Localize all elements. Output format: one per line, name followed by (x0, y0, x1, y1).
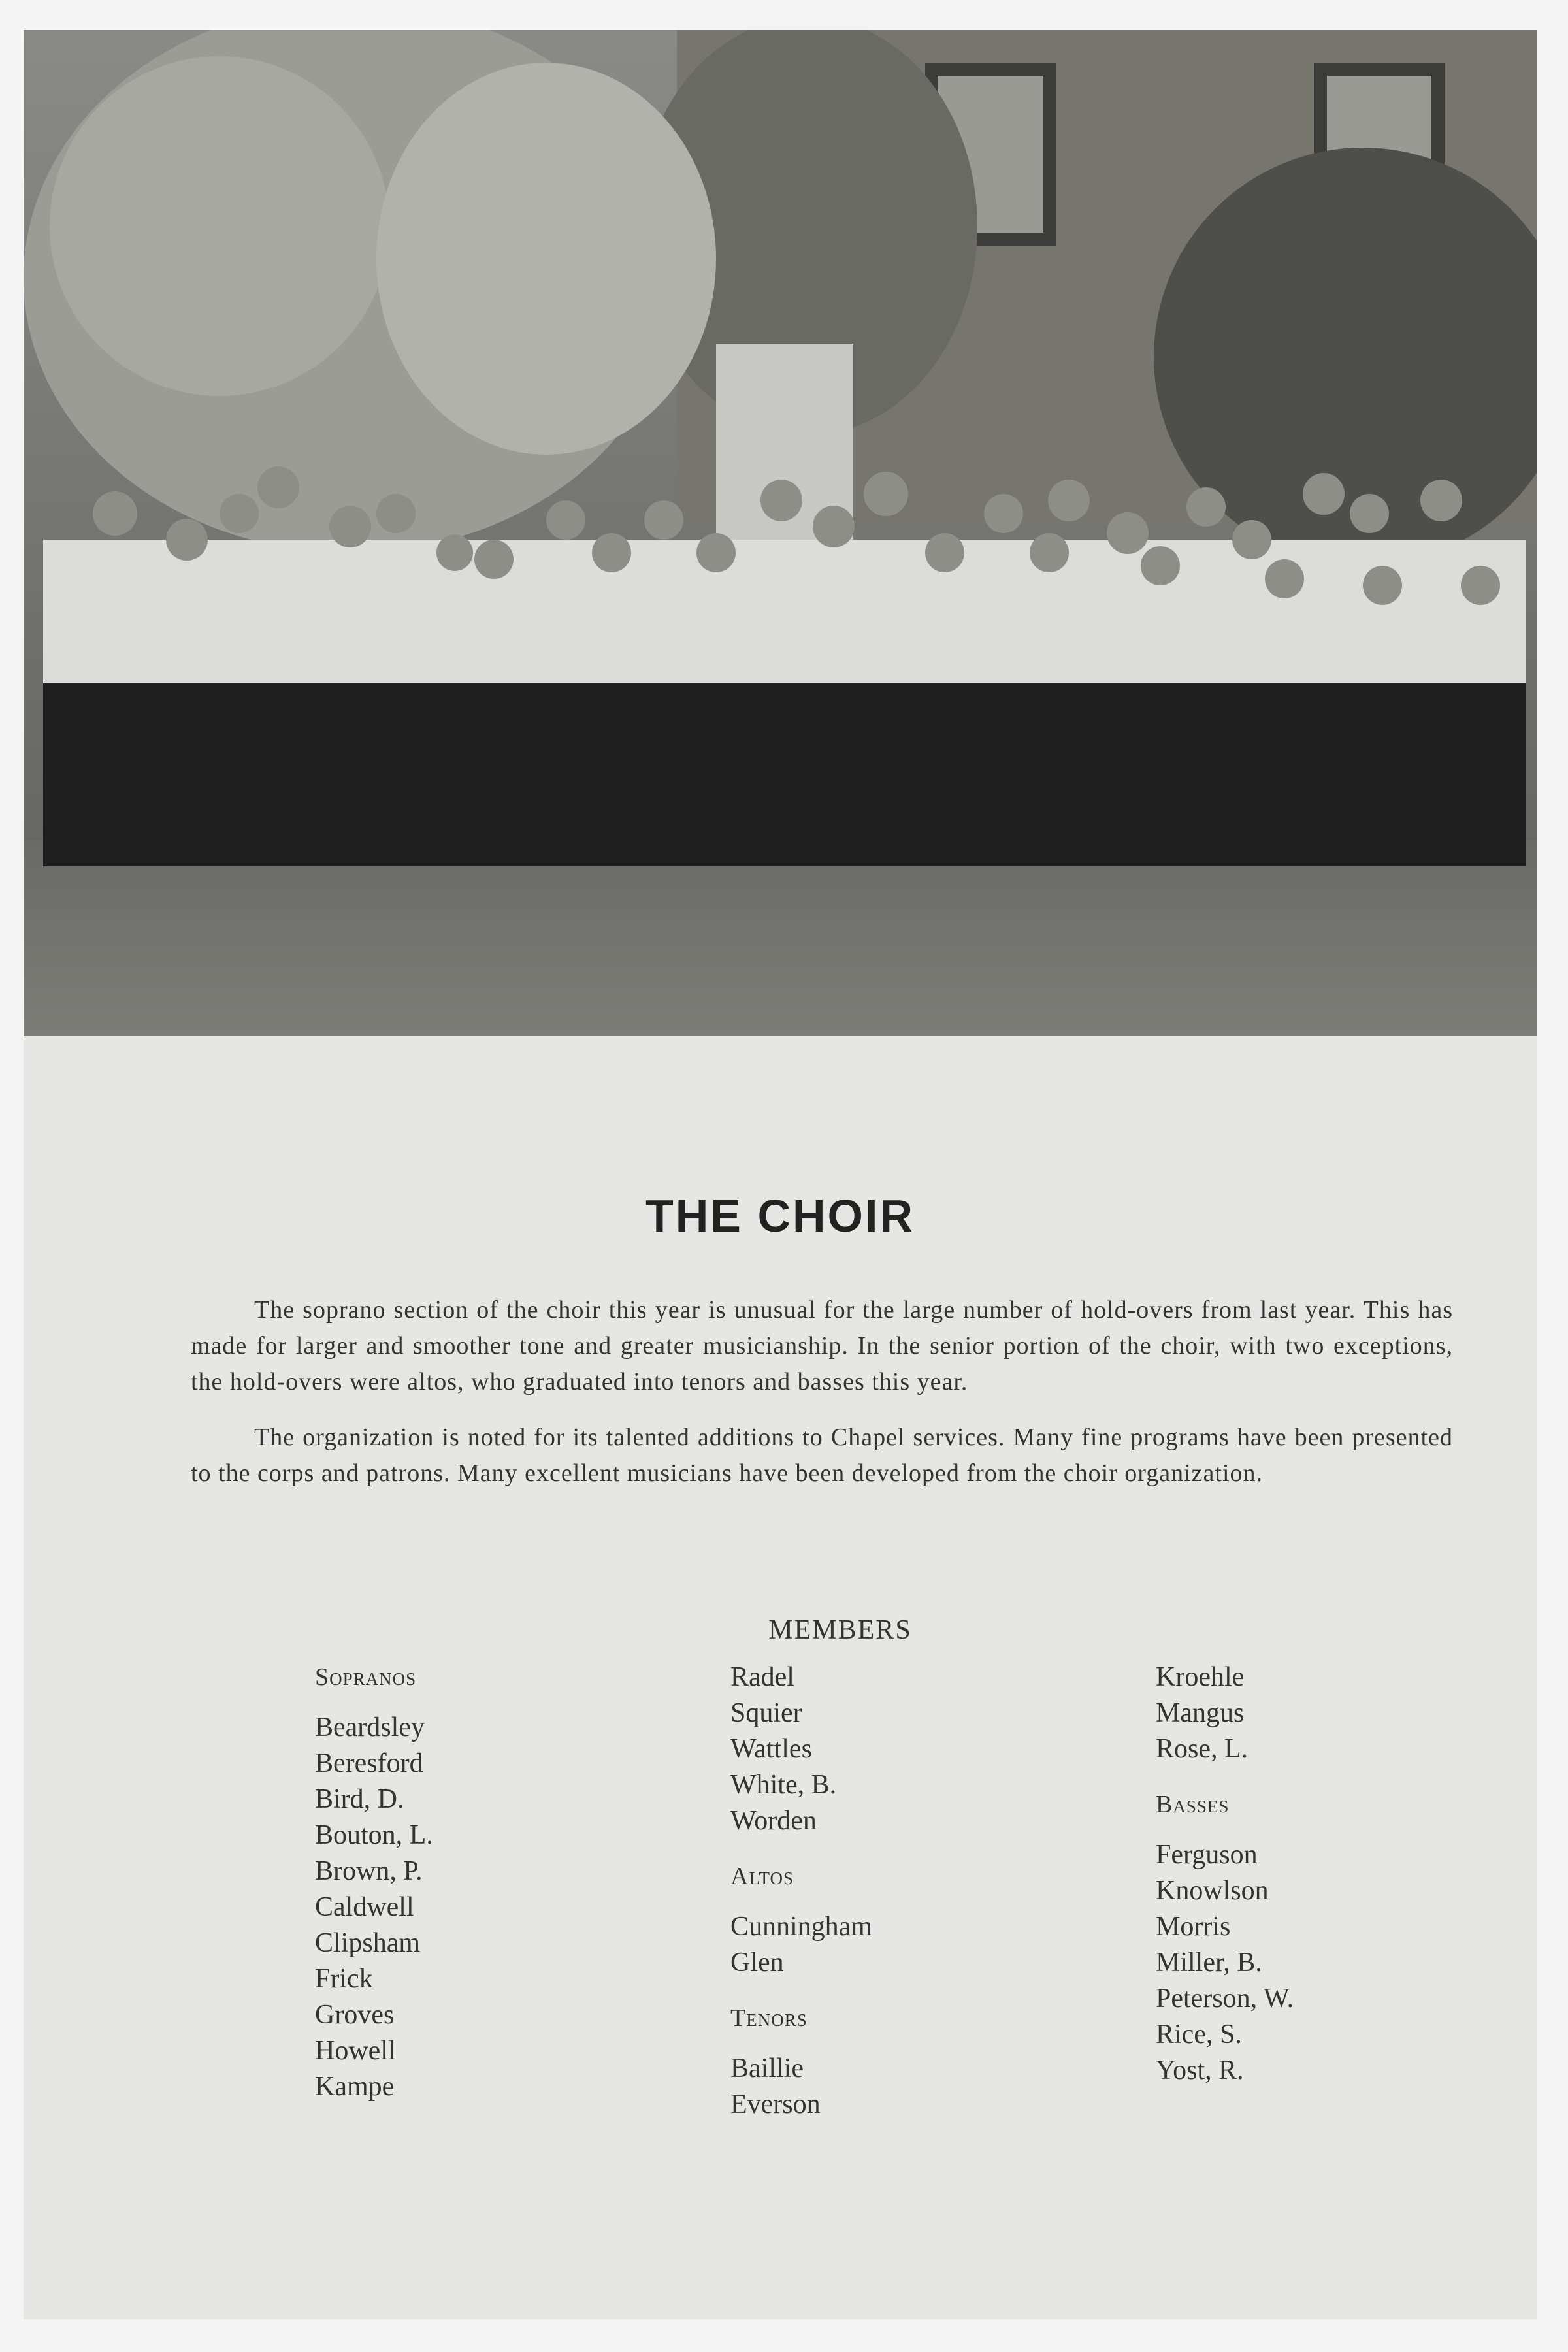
member-name: Howell (315, 2036, 396, 2066)
member-name: Bouton, L. (315, 1820, 433, 1850)
intro-paragraph: The soprano section of the choir this year is unusual for the large number of hold-overs from last year. This has made for larger and smoother tone and greater musicianship. In the senior portion of the choir, with two exceptions, the hold-overs were altos, who graduated into tenors and basses this year. (191, 1296, 1453, 1396)
members-column-1 (315, 1659, 433, 2105)
member-name: Kampe (315, 2072, 395, 2102)
member-name: Knowlson (1156, 1876, 1269, 1906)
member-name: Ferguson (1156, 1840, 1258, 1870)
intro-paragraph: The organization is noted for its talented additions to Chapel services. Many fine programs have been presented to the corps and patrons. Many excellent musicians have been developed from the choir organization. (191, 1424, 1453, 1487)
basses-header: Basses (1156, 1791, 1230, 1818)
member-name: Cunningham (730, 1912, 872, 1942)
altos-header: Altos (730, 1863, 794, 1890)
member-name: Beresford (315, 1748, 423, 1778)
member-name: Beardsley (315, 1712, 425, 1742)
member-name: Yost, R. (1156, 2055, 1244, 2085)
member-name: Frick (315, 1964, 373, 1994)
member-name: Worden (730, 1806, 817, 1836)
member-name: Brown, P. (315, 1856, 423, 1886)
member-name: Baillie (730, 2053, 804, 2083)
intro-text (191, 1292, 1453, 1511)
choir-photo (24, 30, 1537, 1036)
member-name: Rose, L. (1156, 1734, 1249, 1764)
member-name: Glen (730, 1948, 784, 1978)
member-name: Radel (730, 1662, 794, 1692)
member-name: Caldwell (315, 1892, 414, 1922)
members-heading: MEMBERS (768, 1615, 912, 1645)
page-title: THE CHOIR (645, 1190, 915, 1241)
member-name: Squier (730, 1698, 802, 1728)
sopranos-header: Sopranos (315, 1663, 417, 1691)
members-column-2 (730, 1659, 872, 2123)
choir-photo-image (24, 30, 1537, 1036)
member-name: Kroehle (1156, 1662, 1245, 1692)
member-name: Groves (315, 2000, 395, 2030)
members-column-3 (1156, 1659, 1294, 2089)
member-name: White, B. (730, 1770, 837, 1800)
tenors-header: Tenors (730, 2004, 808, 2032)
member-name: Peterson, W. (1156, 1984, 1294, 2014)
member-name: Morris (1156, 1912, 1231, 1942)
member-name: Bird, D. (315, 1784, 404, 1814)
page (24, 30, 1537, 2319)
member-name: Wattles (730, 1734, 812, 1764)
member-name: Miller, B. (1156, 1948, 1262, 1978)
member-name: Mangus (1156, 1698, 1245, 1728)
member-name: Rice, S. (1156, 2019, 1242, 2050)
member-name: Everson (730, 2089, 821, 2119)
member-name: Clipsham (315, 1928, 421, 1958)
